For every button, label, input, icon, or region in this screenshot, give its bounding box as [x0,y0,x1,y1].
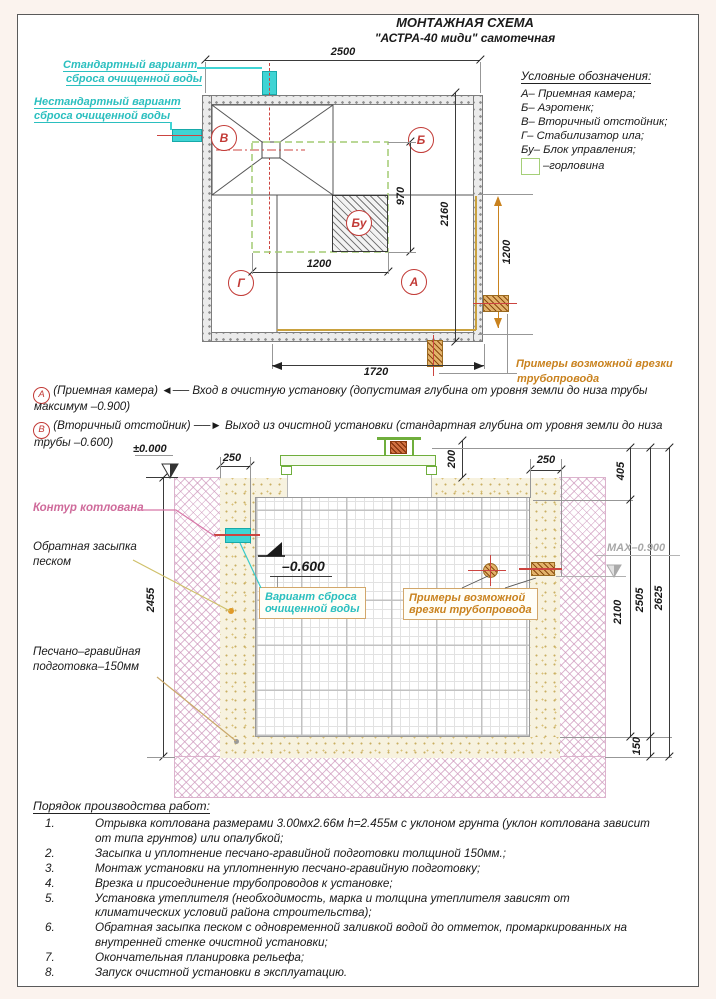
note-a-arrow: ◄── [161,384,190,397]
level-max-label: МАХ–0.900 [607,542,666,554]
kontur-label: Контур котлована [33,502,144,514]
dim-2505-label: 2505 [634,587,646,613]
vrezka-label-line2: врезки трубопровода [409,604,532,616]
standard-discharge-label2 [66,73,202,86]
item-number: 3. [45,861,55,875]
dim-1200h-line [252,272,388,273]
chamber-label-g: Г [237,276,245,290]
zasypka-label-line1: Обратная засыпка [33,541,137,553]
dim-405-label: 405 [615,461,627,481]
dim-1200v-label: 1200 [501,239,513,265]
note-b-badge: В [33,422,50,439]
legend-item-b: Б– Аэротенк; [521,102,594,114]
podgotovka-label-line1: Песчано–гравийная [33,646,141,658]
dim-2160-line [455,93,456,342]
note-a-line2: максимум –0.900) [34,400,131,413]
zasypka-label-line2: песком [33,556,72,568]
item-number: 5. [45,891,55,905]
pipe-entry-bottom [427,340,443,367]
item-number: 8. [45,966,55,980]
chamber-badge-a [401,269,427,295]
dim-1720-label: 1720 [363,366,389,378]
legend-item-g: Г– Стабилизатор ила; [521,130,645,142]
note-b-arrow: ──► [193,419,222,432]
note-b-line2: трубы –0.600) [34,436,114,449]
item-number: 2. [45,846,55,860]
dim-970-line [410,142,411,252]
legend-item-v: В– Вторичный отстойник; [521,116,668,128]
note-a-badge: А [33,387,50,404]
gorlovina-symbol [521,158,540,175]
worklist-item [33,862,678,877]
worklist-heading-text: Порядок производства работ: [33,799,210,813]
legend-heading [521,69,651,84]
nonstandard-discharge-label [34,96,181,109]
nonstandard-discharge-line1: Нестандартный вариант [34,96,181,108]
podgotovka-leader [157,677,236,741]
legend-heading-text: Условные обозначения: [521,69,652,83]
variant-label-line1: Вариант сброса [265,591,357,603]
note-b-name: (Вторичный отстойник) [53,419,191,432]
legend-item-a: А– Приемная камера; [521,88,636,100]
dim-1200h-label: 1200 [306,258,332,270]
dim-970-label: 970 [395,186,407,206]
legend-item-gorlovina: –горловина [543,160,605,172]
variant-leader [240,543,261,588]
plan-pipe-note-line2: трубопровода [517,373,600,385]
arrow-down [494,318,502,328]
note-b-text: Выход из очистной установки (стандартная глубина от уровня земли до низа [225,419,663,432]
plan-pipe-note-line1: Примеры возможной врезки [516,358,673,370]
item-text: Врезка и присоединение трубопроводов к установке; [95,876,393,890]
level-flag-600 [266,542,282,556]
section-overlay [130,430,690,810]
item-text: Засыпка и уплотнение песчано-гравийной подготовки толщиной 150мм.; [95,846,507,860]
note-a-name: (Приемная камера) [53,384,158,397]
arrow-right [474,362,484,370]
vrezka-leader-2 [505,578,536,588]
item-text: Запуск очистной установки в эксплуатацию. [95,966,348,980]
arrow-up [494,196,502,206]
item-text: Монтаж установки на уплотненную песчано-гравийную подготовку; [95,861,481,875]
worklist-item [33,951,678,966]
vrezka-leader-1 [462,576,488,588]
chamber-label-v: В [219,131,229,145]
podgotovka-label-line2: подготовка–150мм [33,661,140,673]
worklist-heading [33,799,210,814]
item-text: Обратная засыпка песком с одновременной заливкой водой до отметок, промаркированных на внутренней стенке очистной установки; [95,921,628,950]
dim-2500-line [205,60,480,61]
dim-250r-label: 250 [536,454,556,466]
variant-label-line2: очищенной воды [265,603,360,615]
standard-discharge-line2: сброса очищенной воды [66,73,203,85]
chamber-label-bu: Бу [351,216,367,230]
worklist-item [33,847,678,862]
kontur-leader [137,510,216,537]
dim-150-label: 150 [631,736,643,756]
ext-line [480,62,481,93]
worklist-item [33,966,678,981]
dim-2455-label: 2455 [145,587,157,613]
item-number: 1. [45,817,55,830]
drawing-subtitle: "АСТРА-40 миди" самотечная [374,31,556,45]
nonstandard-discharge-label2 [34,110,170,123]
dim-2100-label: 2100 [612,599,624,625]
cyan-leader-top [197,67,262,69]
chamber-label-b: Б [416,133,426,147]
dim-2625-label: 2625 [653,585,665,611]
item-text: Окончательная планировка рельефа; [95,951,305,965]
chamber-label-a: А [409,275,419,289]
item-text: Установка утеплителя (необходимость, марка и толщина утеплителя зависят от климатических условий района строительства); [95,891,570,920]
item-number: 7. [45,951,55,965]
legend-item-bu: Бу– Блок управления; [521,144,636,156]
standard-discharge-label [63,59,197,72]
item-number: 6. [45,921,55,935]
worklist-item [33,877,678,892]
dim-250l-label: 250 [222,452,242,464]
worklist-item [33,892,678,922]
arrow-left [272,362,282,370]
zasypka-leader [133,560,230,611]
standard-discharge-line1: Стандартный вариант [63,59,198,71]
item-number: 4. [45,876,55,890]
chamber-badge-bu [346,210,372,236]
vrezka-label-line1: Примеры возможной [409,592,526,604]
item-text: Отрывка котлована размерами 3.00мх2.66м h=2.455м с уклоном грунта (уклон котлована зависит от типа грунтов) или опалубкой; [95,817,650,845]
nonstandard-discharge-line2: сброса очищенной воды [34,110,171,122]
dim-200-label: 200 [446,449,458,469]
dim-2160-label: 2160 [439,201,451,227]
worklist-item [33,921,678,951]
worklist-item [33,817,678,847]
level-zero-label: ±0.000 [133,443,167,455]
dim-2500-label: 2500 [330,46,356,58]
chamber-badge-v [211,125,237,151]
level-minus600-label: –0.600 [282,558,325,574]
note-a-text: Вход в очистную установку (допустимая глубина от уровня земли до низа трубы [192,384,648,397]
drawing-title: МОНТАЖНАЯ СХЕМА [396,15,534,30]
worklist [33,817,678,981]
